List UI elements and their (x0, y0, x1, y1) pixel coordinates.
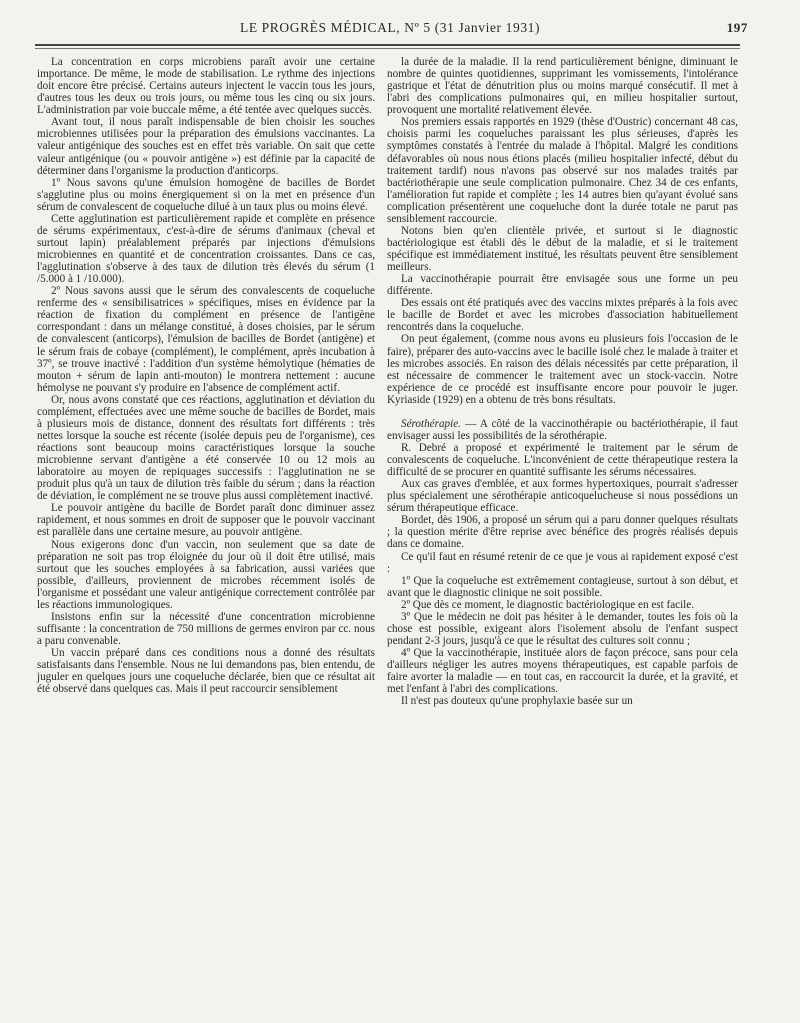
paragraph: La vaccinothérapie pourrait être envisagée sous une forme un peu différente. (387, 273, 738, 298)
paragraph: Notons bien qu'en clientèle privée, et surtout si le diagnostic bactériologique est établi dès le début de la maladie, et si le traitement spécifique est immédiatement institué, les résultats peuvent être sensiblement meilleurs. (387, 224, 738, 274)
paragraph: Le pouvoir antigène du bacille de Bordet paraît donc diminuer assez rapidement, et nous sommes en droit de supposer que le pouvoir vaccinant est parallèle dans une certaine mesure, au pouvoir antigène. (37, 502, 375, 539)
paragraph: Nous exigerons donc d'un vaccin, non seulement que sa date de préparation ne soit pas trop éloignée du jour où il doit être utilisé, mais surtout que les souches employées à sa fabrication, aussi variées que possible, d'ailleurs, proviennent de microbes récemment isolés de l'organisme et possédant une valeur antigénique correctement contrôlée par les réactions immunologiques. (37, 538, 375, 611)
paragraph: 1º Nous savons qu'une émulsion homogène de bacilles de Bordet s'agglutine plus ou moins énergiquement si on la met en présence d'un sérum de convalescent de coqueluche dilué à un taux plus ou moins élevé. (37, 176, 375, 213)
paragraph: Ce qu'il faut en résumé retenir de ce que je vous ai rapidement exposé c'est : (387, 550, 738, 575)
paragraph: 2º Nous savons aussi que le sérum des convalescents de coqueluche renferme des « sensibilisatrices » spécifiques, mises en évidence par la réaction de fixation du complément en présence de l'antigène correspondant : dans un mélange constitué, à doses choisies, par le sérum de convalescent (anticorps), l'émulsion de bacilles de Bordet (antigène) et le sérum frais de cobaye (complément), le complément, après incubation à 37º, se trouve inactivé : l'addition d'un système hémolytique (hématies de mouton + sérum de lapin anti-mouton) le montrera nettement : aucune hémolyse ne pouvant s'y produire en l'absence de complément actif. (37, 285, 375, 394)
section-lead: — A côté de la vaccinothérapie ou bactériothérapie, il faut envisager aussi les possibilités de la sérothérapie. (387, 417, 738, 442)
paragraph: Cette agglutination est particulièrement rapide et complète en présence de sérums expérimentaux, c'est-à-dire de sérums d'animaux (cheval et surtout lapin) préalablement préparés par injections d'émulsions microbiennes en quantité et de concentration croissantes. Dans ce cas, l'agglutination s'observe à des taux de dilution très élevés du sérum (1 /5.000 à 1 /10.000). (37, 212, 375, 286)
paragraph: Des essais ont été pratiqués avec des vaccins mixtes préparés à la fois avec le bacille de Bordet et avec les microbes d'association habituellement rencontrés dans la coqueluche. (387, 297, 738, 334)
paragraph: Il n'est pas douteux qu'une prophylaxie basée sur un (401, 695, 633, 708)
paragraph: Insistons enfin sur la nécessité d'une concentration microbienne suffisante : la concentration de 750 millions de germes environ par cc. nous a paru convenable. (37, 610, 375, 647)
paragraph: 3º Que le médecin ne doit pas hésiter à le demander, toutes les fois où la chose est possible, exigeant alors l'isolement absolu de l'enfant suspect pendant 2-3 jours, jusqu'à ce que le résultat des cultures soit connu ; (387, 610, 738, 647)
paragraph: Un vaccin préparé dans ces conditions nous a donné des résultats satisfaisants dans l'ensemble. Nous ne lui demandons pas, bien entendu, de juguler en quelques jours une coqueluche déclarée, bien que ce résultat ait été observé dans quelques cas. Mais il peut raccourcir sensiblement (37, 647, 375, 696)
section-heading: Sérothérapie. (401, 417, 461, 430)
paragraph: Avant tout, il nous paraît indispensable de bien choisir les souches microbiennes utilisées pour la préparation des émulsions vaccinantes. La valeur antigénique des souches est en effet très variable. On sait que cette valeur antigénique (ou « pouvoir antigène ») est définie par la capacité de déterminer dans l'organisme la production d'anticorps. (37, 116, 375, 177)
left-column (37, 56, 375, 695)
running-header (40, 20, 748, 38)
paragraph: R. Debré a proposé et expérimenté le traitement par le sérum de convalescents de coqueluche. L'inconvénient de cette thérapeutique restera la difficulté de se procurer en quantité suffisante les sérums nécessaires. (387, 441, 738, 479)
paragraph: 4º Que la vaccinothérapie, instituée alors de façon précoce, sans pour cela d'ailleurs négliger les autres moyens thérapeutiques, est capable parfois de faire avorter la maladie — en tout cas, en raccourcit la durée, et la gravité, et met l'enfant à l'abri des complications. (387, 647, 738, 696)
journal-title: LE PROGRÈS MÉDICAL, Nº 5 (31 Janvier 1931) (240, 20, 541, 35)
section-paragraph-serotherapy (387, 418, 738, 442)
header-rule (35, 44, 740, 46)
page-number: 197 (726, 20, 748, 35)
paragraph: On peut également, (comme nous avons eu plusieurs fois l'occasion de le faire), préparer des auto-vaccins avec le bacille isolé chez le malade à traiter et les microbes associés. En raison des délais nécessités par cette préparation, il est nécessaire de commencer le traitement avec un stock-vaccin. Notre expérience de ce procédé est insuffisante encore pour pouvoir le juger. Kyriaside (1929) en a obtenu de très bons résultats. (387, 333, 738, 406)
right-column (387, 56, 738, 707)
paragraph: Aux cas graves d'emblée, et aux formes hypertoxiques, pourrait s'adresser plus spécialement une sérothérapie anticoquelucheuse si nous possédions un sérum thérapeutique efficace. (387, 478, 738, 515)
paragraph: La concentration en corps microbiens paraît avoir une certaine importance. De même, le mode de stabilisation. Le rythme des injections doit encore être précisé. Certains auteurs injectent le vaccin tous les jours, d'autres tous les deux ou trois jours, ou même tous les cinq ou six jours. L'administration par voie buccale même, a été tentée avec quelques succès. (37, 56, 375, 117)
header-rule-thin (35, 48, 740, 49)
paragraph: Bordet, dès 1906, a proposé un sérum qui a paru donner quelques résultats ; la question mérite d'être reprise avec bénéfice des progrès réalisés depuis dans ce domaine. (387, 514, 738, 551)
paragraph: Nos premiers essais rapportés en 1929 (thèse d'Oustric) concernant 48 cas, choisis parmi les coqueluches paraissant les plus sérieuses, d'après les symptômes constatés à l'entrée du malade à l'hôpital. Malgré les conditions défavorables où nous nous étions placés (milieu hospitalier infecté, début du traitement tardif) nous n'avons pas observé sur nos malades traités par bactériothérapie une seule complication pulmonaire. Chez 34 de ces enfants, l'amélioration fut rapide et complète ; les 14 autres bien qu'ayant évolué sans complication présentèrent une coqueluche dont la durée totale ne parut pas sensiblement raccourcie. (387, 116, 738, 225)
paragraph: 2º Que dès ce moment, le diagnostic bactériologique en est facile. (401, 598, 695, 611)
paragraph: 1º Que la coqueluche est extrêmement contagieuse, surtout à son début, et avant que le diagnostic clinique ne soit possible. (387, 574, 738, 599)
paragraph: la durée de la maladie. Il la rend particulièrement bénigne, diminuant le nombre de quintes quotidiennes, supprimant les vomissements, l'intolérance gastrique et l'état de dénutrition plus ou moins marqué consécutif. Il met à l'abri des complications pulmonaires qui, en milieu hospitalier surtout, provoquent une mortalité relativement élevée. (387, 56, 738, 117)
paragraph: Or, nous avons constaté que ces réactions, agglutination et déviation du complément, effectuées avec une même souche de bacilles de Bordet, mais à plusieurs mois de distance, donnent des résultats fort différents : très nettes lorsque la souche est récente (isolée depuis peu de l'organisme), ces réactions sont beaucoup moins caractéristiques lorsque la souche microbienne servant d'antigène a été conservée 10 ou 12 mois au laboratoire au moyen de repiquages successifs : l'agglutination ne se produit plus qu'à un taux de dilution très faible du sérum ; dans la réaction de déviation, le complément ne se trouve plus aussi complètement inactivé. (37, 393, 375, 503)
